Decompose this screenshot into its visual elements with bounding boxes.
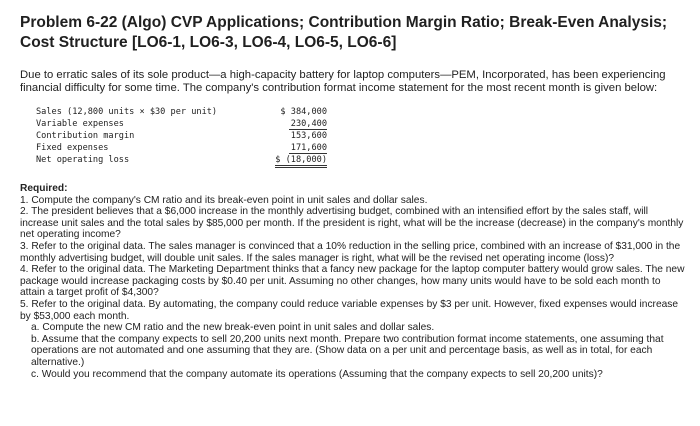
- statement-row-fixed-expenses: [36, 143, 336, 155]
- statement-label: Variable expenses: [36, 118, 124, 129]
- requirement-subitem: c. Would you recommend that the company automate its operations (Assuming that the company expects to sell 20,200 units)?: [31, 368, 603, 380]
- intro-paragraph: Due to erratic sales of its sole product—a high-capacity battery for laptop computers—PEM, Incorporated, has been experiencing financial difficulty for some time. The company's contribution format income statement for the most recent month is given below:: [20, 69, 666, 94]
- statement-amount: $ (18,000): [275, 155, 327, 168]
- statement-row-variable-expenses: [36, 119, 336, 131]
- statement-label: Fixed expenses: [36, 142, 109, 153]
- required-heading: Required:: [20, 183, 68, 194]
- statement-label: Sales (12,800 units × $30 per unit): [36, 107, 218, 117]
- requirement-item: 4. Refer to the original data. The Marketing Department thinks that a fancy new package for the laptop computer battery would grow sales. The new package would increase packaging costs by $0.40 per unit. Assuming no other changes, how many units would have to be sold each month to attain a target profit of $4,300?: [20, 264, 685, 299]
- requirement-subitem: b. Assume that the company expects to sell 20,200 units next month. Prepare two contribution format income statements, one assuming that operations are not automated and one assuming that they are. (Show data on a per unit and percentage basis, as well as in total, for each alternative.): [31, 333, 664, 368]
- statement-amount: 153,600: [290, 130, 327, 141]
- statement-row-net-operating-loss: [36, 155, 336, 167]
- statement-amount: $ 384,000: [280, 107, 327, 117]
- requirement-item: 5. Refer to the original data. By automating, the company could reduce variable expenses by $3 per unit. However, fixed expenses would increase by $53,000 each month.: [20, 298, 679, 322]
- statement-amount: 230,400: [290, 118, 327, 129]
- statement-row-contribution-margin: [36, 131, 336, 143]
- statement-row-sales: [36, 107, 336, 119]
- requirement-item: 2. The president believes that a $6,000 increase in the monthly advertising budget, combined with an intensified effort by the sales staff, will increase unit sales and the total sales by $85,000 per month. If the president is right, what will be the increase (decrease) in the company's monthly net operating income?: [20, 206, 684, 241]
- requirement-subitem: a. Compute the new CM ratio and the new break-even point in unit sales and dollar sales.: [31, 322, 435, 334]
- statement-label: Contribution margin: [36, 130, 135, 141]
- statement-label: Net operating loss: [36, 154, 130, 165]
- required-section: [20, 183, 688, 380]
- income-statement: [36, 107, 336, 166]
- requirement-item: 1. Compute the company's CM ratio and its break-even point in unit sales and dollar sales.: [20, 194, 428, 206]
- problem-title: Problem 6-22 (Algo) CVP Applications; Contribution Margin Ratio; Break-Even Analysis; Cost Structure [LO6-1, LO6-3, LO6-4, LO6-5, LO6-6]: [20, 14, 668, 51]
- requirement-item: 3. Refer to the original data. The sales manager is convinced that a 10% reduction in the selling price, combined with an increase of $31,000 in the monthly advertising budget, will double unit sales. If the sales manager is right, what will be the revised net operating income (loss)?: [20, 240, 681, 264]
- statement-amount: 171,600: [290, 142, 327, 153]
